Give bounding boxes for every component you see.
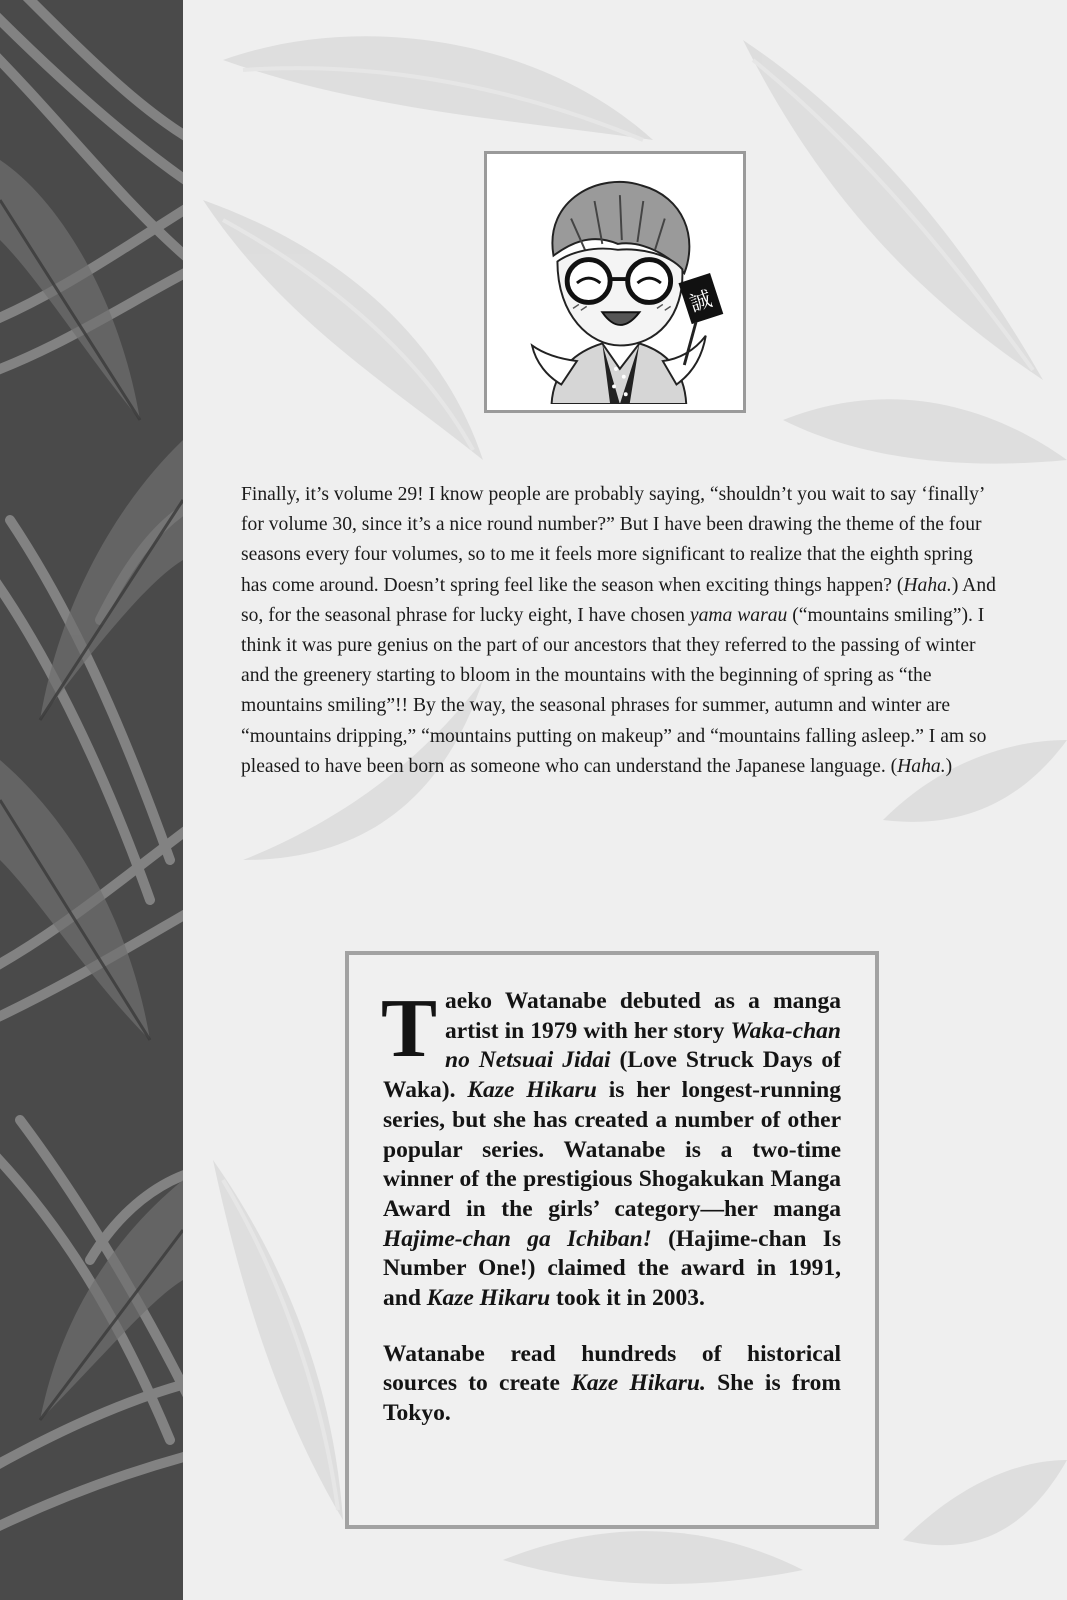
drop-cap: T	[381, 982, 438, 1075]
author-message: Finally, it’s volume 29! I know people are probably saying, “shouldn’t you wait to say ‘finally’ for volume 30, since it’s a nice round number?” But I have been drawing the theme of the four seasons every four volumes, so to me it feels more significant to realize that the eighth spring has come around. Doesn’t spring feel like the season when exciting things happen? (Haha.) And so, for the seasonal phrase for lucky eight, I have chosen yama warau (“mountains smiling”). I think it was pure genius on the part of our ancestors that they referred to the passing of winter and the greenery starting to bloom in the mountains with the beginning of spring as “the mountains smiling”!! By the way, the seasonal phrases for summer, autumn and winter are “mountains dripping,” “mountains putting on makeup” and “mountains falling asleep.” I am so pleased to have been born as someone who can understand the Japanese language. (Haha.)	[241, 484, 996, 777]
author-portrait-frame	[484, 151, 746, 413]
author-portrait-illustration	[493, 160, 737, 404]
spine-pattern	[0, 0, 183, 1600]
bio-paragraph-1: Taeko Watanabe debuted as a manga artist in 1979 with her story Waka-chan no Netsuai Jidai (Love Struck Days of Waka). Kaze Hikaru is her longest-running series, but she has created a number of other popular series. Watanabe is a two-time winner of the prestigious Shogakukan Manga Award in the girls’ category—her manga Hajime-chan ga Ichiban! (Hajime-chan Is Number One!) claimed the award in 1991, and Kaze Hikaru took it in 2003.	[381, 982, 841, 1312]
bio-paragraph-2: Watanabe read hundreds of historical sources to create Kaze Hikaru. She is from Tokyo.	[383, 1340, 841, 1427]
flag-kanji: 誠	[686, 286, 716, 318]
leaf-pattern-dark	[0, 0, 183, 1600]
author-bio-box	[345, 951, 879, 1529]
